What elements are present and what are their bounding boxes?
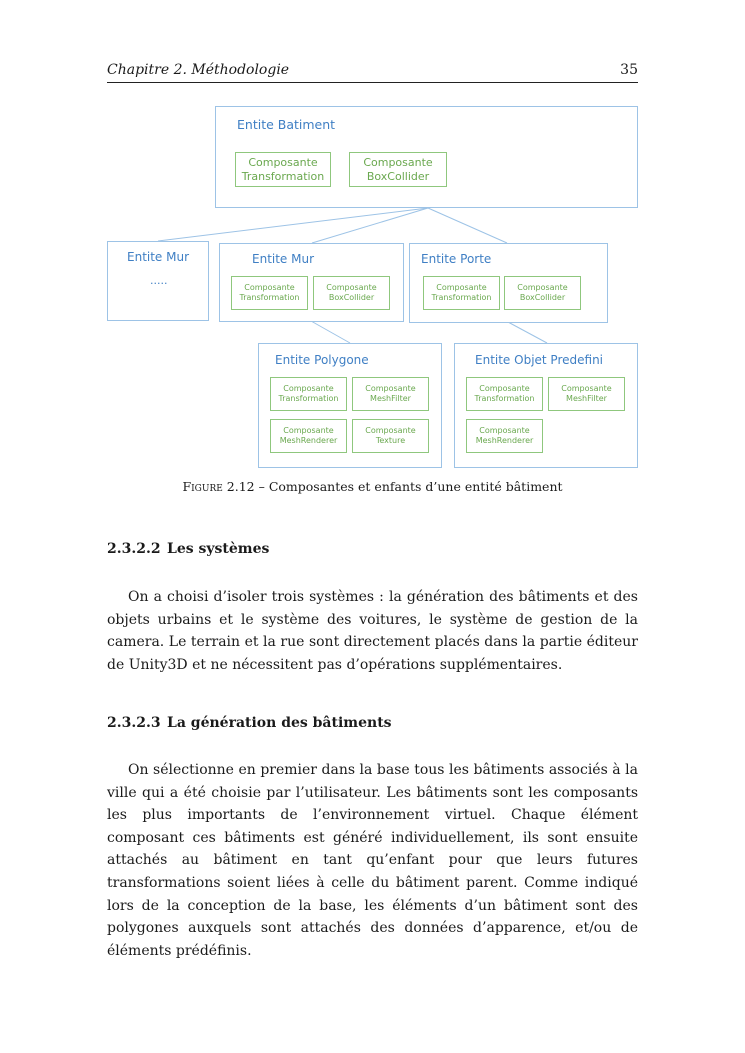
paragraph: On a choisi d’isoler trois systèmes : la génération des bâtiments et des objets urbains et le système des voitures, le système de gestion de la camera. Le terrain et la rue sont directement placés dans la partie éditeur de Unity3D et ne nécessitent pas d’opérations supplémentaires. bbox=[107, 589, 638, 673]
paragraph: On sélectionne en premier dans la base tous les bâtiments associés à la ville qui a été choisie par l’utilisateur. Les bâtiments sont les composants les plus importants de l’environnement virtuel. Chaque élément composant ces bâtiments est généré individuellement, ils sont ensuite attachés au bâtiment en tant qu’enfant pour que leurs futures transformations soient liées à celle du bâtiment parent. Comme indiqué lors de la conception de la base, les éléments d’un bâtiment sont des polygones auxquels sont attachés des données d’apparence, et/ou de éléments prédéfinis. bbox=[107, 762, 638, 959]
component-transformation: Composante Transformation bbox=[231, 276, 308, 310]
figure-caption bbox=[107, 479, 638, 494]
component-meshfilter: Composante MeshFilter bbox=[548, 377, 625, 411]
running-header bbox=[107, 60, 638, 83]
section-title: La génération des bâtiments bbox=[167, 715, 392, 731]
chapter-title: Chapitre 2. Méthodologie bbox=[107, 62, 290, 78]
figure-text: Composantes et enfants d’une entité bâtiment bbox=[268, 479, 563, 494]
section-heading bbox=[107, 541, 269, 557]
entity-mur-left-ellipsis: ..... bbox=[150, 274, 168, 287]
section-title: Les systèmes bbox=[167, 541, 270, 557]
figure-number: 2.12 – bbox=[222, 479, 269, 494]
page-number: 35 bbox=[620, 62, 638, 78]
section-heading bbox=[107, 715, 392, 731]
line-batiment-mur bbox=[312, 208, 428, 243]
entity-porte-title: Entite Porte bbox=[421, 252, 492, 266]
line-porte-objet bbox=[508, 322, 547, 343]
entity-mur-left bbox=[107, 241, 209, 321]
entity-porte bbox=[409, 243, 608, 323]
entity-diagram bbox=[100, 100, 645, 475]
figure-label: Figure bbox=[182, 479, 223, 494]
entity-mur-left-title: Entite Mur bbox=[127, 250, 190, 264]
entity-polygone bbox=[258, 343, 442, 468]
line-batiment-porte bbox=[428, 208, 507, 243]
component-boxcollider: Composante BoxCollider bbox=[313, 276, 390, 310]
entity-batiment-title: Entite Batiment bbox=[237, 117, 336, 132]
section-number: 2.3.2.2 bbox=[107, 541, 161, 557]
entity-mur-title: Entite Mur bbox=[252, 252, 315, 266]
line-batiment-murleft bbox=[158, 208, 428, 241]
entity-objet-title: Entite Objet Predefini bbox=[475, 353, 604, 367]
line-mur-polygone bbox=[311, 321, 350, 343]
component-transformation: Composante Transformation bbox=[270, 377, 347, 411]
component-meshfilter: Composante MeshFilter bbox=[352, 377, 429, 411]
entity-polygone-title: Entite Polygone bbox=[275, 353, 369, 367]
component-transformation: Composante Transformation bbox=[235, 152, 331, 187]
entity-objet-predefini bbox=[454, 343, 638, 468]
section-number: 2.3.2.3 bbox=[107, 715, 161, 731]
component-boxcollider: Composante BoxCollider bbox=[504, 276, 581, 310]
component-transformation: Composante Transformation bbox=[423, 276, 500, 310]
entity-batiment bbox=[215, 106, 638, 208]
component-texture: Composante Texture bbox=[352, 419, 429, 453]
component-boxcollider: Composante BoxCollider bbox=[349, 152, 447, 187]
component-meshrenderer: Composante MeshRenderer bbox=[466, 419, 543, 453]
entity-mur bbox=[219, 243, 404, 322]
component-transformation: Composante Transformation bbox=[466, 377, 543, 411]
component-meshrenderer: Composante MeshRenderer bbox=[270, 419, 347, 453]
